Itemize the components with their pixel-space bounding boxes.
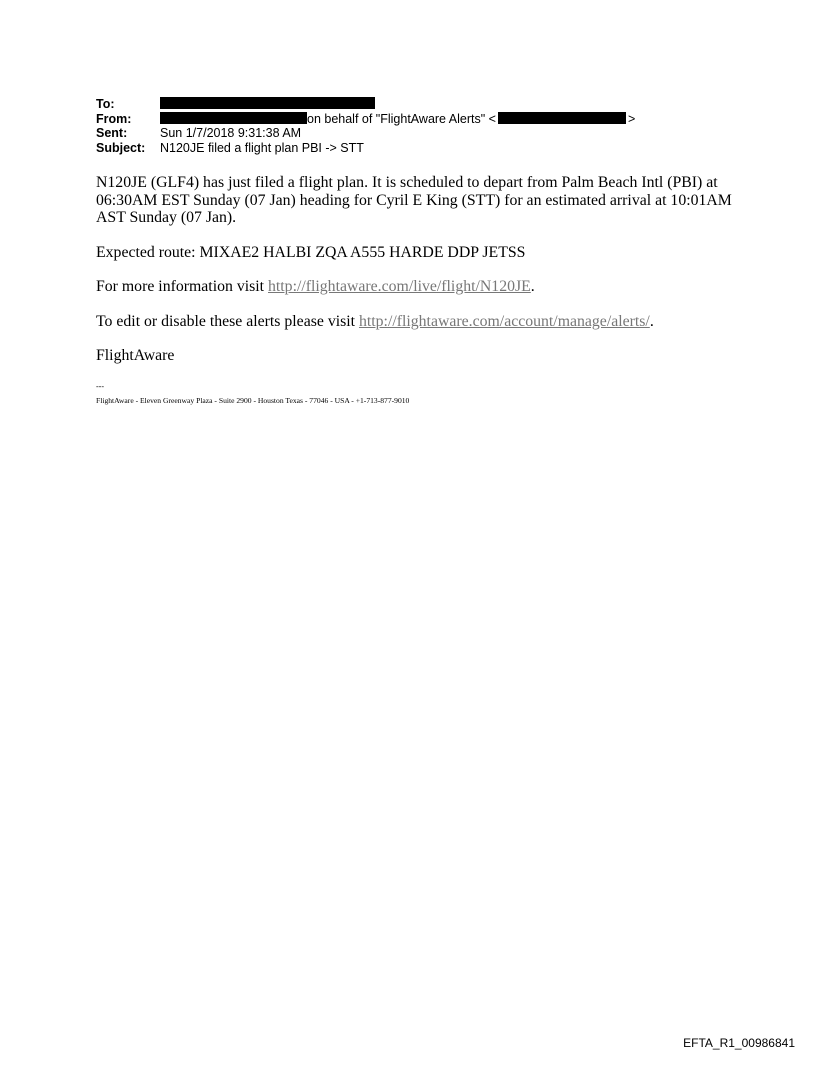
alerts-prefix: To edit or disable these alerts please visit [96, 312, 359, 330]
manage-alerts-link[interactable]: http://flightaware.com/account/manage/alerts/ [358, 312, 650, 330]
route-paragraph: Expected route: MIXAE2 HALBI ZQA A555 HARDE DDP JETSS [96, 243, 526, 261]
to-value [160, 97, 375, 112]
redaction-box [160, 112, 307, 124]
flight-link[interactable]: http://flightaware.com/live/flight/N120JE [268, 278, 531, 295]
redaction-box [160, 97, 375, 109]
footer-separator: --- [96, 382, 104, 391]
flight-plan-paragraph: N120JE (GLF4) has just filed a flight plan. It is scheduled to depart from Palm Beach Intl (PBI) at 06:30AM EST Sunday (07 Jan) heading for Cyril E King (STT) for an estimated arrival at 10:01AM AST Sunday (07 Jan). [96, 174, 732, 226]
email-body [96, 174, 736, 382]
subject-value: N120JE filed a flight plan PBI -> STT [160, 140, 364, 155]
sent-value: Sun 1/7/2018 9:31:38 AM [160, 126, 302, 140]
alerts-suffix: . [649, 312, 654, 330]
redaction-box [498, 112, 626, 124]
from-value [160, 112, 635, 127]
signature: FlightAware [96, 347, 175, 364]
from-text: on behalf of "FlightAware Alerts" < [307, 111, 496, 126]
footer-address: FlightAware - Eleven Greenway Plaza - Suite 2900 - Houston Texas - 77046 - USA - +1-713-877-9010 [96, 396, 410, 405]
subject-label: Subject: [96, 140, 146, 155]
more-info-paragraph [96, 278, 736, 296]
from-close: > [627, 111, 636, 126]
more-info-prefix: For more information visit [96, 278, 268, 295]
to-label: To: [96, 97, 115, 111]
alerts-paragraph [96, 313, 736, 331]
sent-label: Sent: [96, 126, 128, 140]
bates-number: EFTA_R1_00986841 [683, 1036, 795, 1050]
from-label: From: [96, 111, 132, 126]
more-info-suffix: . [530, 278, 535, 295]
